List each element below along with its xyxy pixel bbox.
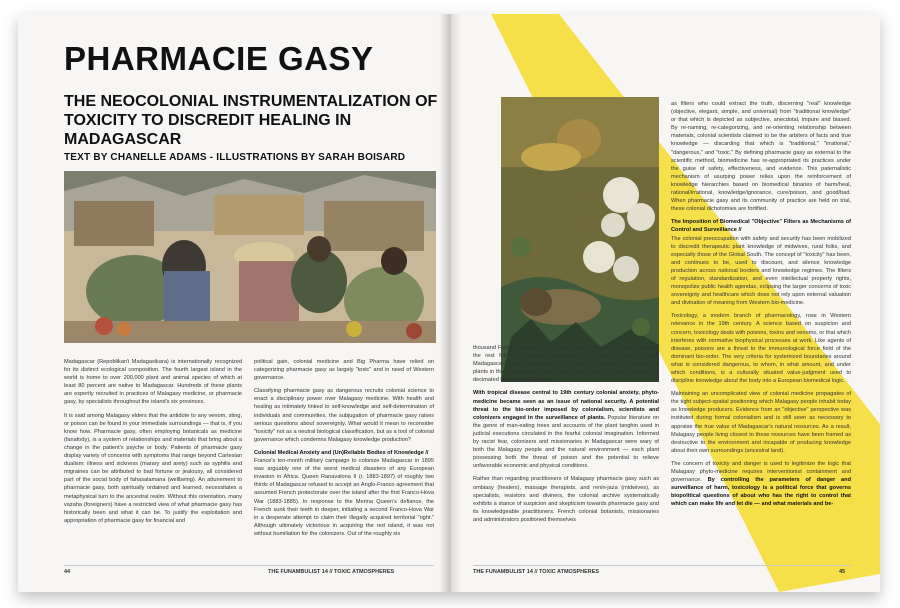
footer-rule [64, 565, 434, 566]
paragraph: Madagascar (Repoblikan'i Madagasikara) is internationally recognized for its distinct ecological composition. The fourth largest island in the world is home to over 200,000 plant and animal species of which at least 80 percent are native to Madagascar. Hundreds of these plants are expertly recruited in practices of Malagasy medicine, or pharmacie gasy, by specialists throughout the island's six provinces. [64, 359, 242, 406]
page-number: 45 [839, 569, 846, 575]
paragraph: Maintaining an uncomplicated view of colonial medicine propagates of the tight subject-spatial positioning which Malagasy people inhabit today as knowledge producers. Evidence from an "objective" perspective was instituted during formal colonialism and is still seen as necessary to appraise the true value of Madagascar's natural resources. As a result, Malagasy people living closest to these resources have been framed as destructive to the environment and incapable of producing knowledge about their own surroundings (ancestral land). [671, 391, 851, 454]
left-page [18, 14, 449, 592]
paragraph: Rather than regarding practitioners of Malagasy pharmacie gasy such as ombiasy (healers), massage therapists, and renin-jaza (midwives), as specialists, resistors and diviners, the colonial archive systematically exhibits a stance of suspicion and skepticism towards pharmacie gasy and its knowledgeable practitioners. French colonial botanists, missionaries and administrators positioned themselves [473, 476, 659, 523]
left-column-2 [254, 358, 434, 543]
section-heading: Colonial Medical Anxiety and (Un)Reliable Bodies of Knowledge // [254, 449, 429, 456]
sleeping-figure-illustration [501, 97, 659, 382]
article-title: PHARMACIE GASY [64, 40, 374, 77]
market-scene-illustration [64, 171, 436, 343]
right-column-1 [473, 344, 659, 529]
paragraph: France's ten-month military campaign to colonize Madagascar in 1895 was arguably one of the worst medical disasters of any European invasion in Africa. Queen Ranavalona II (r. 1883-1897) of roughly two thirds of Madagascar refused to accept an Anglo-Franco agreement that assumed French protectorate over the island after the first Franco-Hova War (1883-1885). In response to the Merina Queen's defiance, the French sunk their teeth in deeper, initiating a second Franco-Hova War in a desperate attempt to claim their illegally acquired territorial "right." Although ultimately victorious in acquiring the red island, it was not without humiliation for the colonizers. Out of the roughly six [254, 458, 434, 537]
paragraph: Toxicology, a modern branch of pharmacology, rose in Western relevance in the 19th century. A science based on suspicion and concern, toxicology deals with poisons, toxins and venoms, or that which interferes with normative biophysical processes at work. Like agents of disease, poisons are a threat to the immunological force field of the dominant bio-order. The very criteria for systemized boundaries around what is considered dangerous, to whom, in what amount, and under which conditions, is a culturally situated value-judgment used to discipline knowledge about the body into a European biomedical logic. [671, 313, 851, 385]
article-byline: TEXT BY CHANELLE ADAMS - ILLUSTRATIONS BY SARAH BOISARD [64, 152, 406, 163]
article-subtitle: THE NEOCOLONIAL INSTRUMENTALIZATION OF TOXICITY TO DISCREDIT HEALING IN MADAGASCAR [64, 93, 438, 148]
section-heading: The Imposition of Biomedical "Objective" Filters as Mechanisms of Control and Surveillance // [671, 219, 851, 234]
page-number: 44 [64, 569, 71, 575]
pull-emphasis: With tropical disease central to 19th century colonial anxiety, phyto-medicine became seen as an issue of national security. A potential threat to the bio-order imposed by colonialism, scientists and colonizers engaged in the surveillance of plants. [473, 390, 659, 421]
paragraph [671, 460, 851, 509]
paragraph: as filters who could extract the truth, discerning "real" knowledge (objective, elegant, simple, and universal) from "traditional knowledge" or that which is depicted as subjective, anecdotal, impure and biased. By re-naming, re-categorizing, and re-orienting relationship between materials, colonial scientists claimed to be the arbiters of facts and true knowledge — discarding that which is "traditional," "irrational," "dangerous," and "toxic." By defining pharmacie gasy as external to the scientific method, biomedicine has re-appropriated its practices under the guise of safety, effectiveness, and evidence. This paternalistic mechanism of usurping power relies upon the reinforcement of knowledge hierarchies based on biomedical binaries of harm/heal, rational/irrational, knowledge/ignorance, cure/poison, and good/bad. When pharmacie gasy and its community of practice are held on trial, these colonial dichotomies are fortified. [671, 101, 851, 213]
right-page [449, 14, 880, 592]
left-column-1 [64, 358, 242, 530]
running-footer: THE FUNAMBULIST 14 // TOXIC ATMOSPHERES [268, 569, 395, 575]
right-column-2 [671, 100, 851, 514]
magazine-spread [18, 14, 880, 592]
footer-rule [473, 565, 851, 566]
paragraph: political gain, colonial medicine and Big Pharma have relied on categorizing pharmacie gasy as largely "toxic" and in need of Western governance. [254, 359, 434, 382]
paragraph: It is said among Malagasy elders that the antidote to any venom, sting, or poison can be found in your immediate surroundings — that is, if you know how. Pharmacie gasy, often employing botanicals as medicine (fanafody), is a system of relationships and materials that bring about a change in the patient's psyche or body. Patients of pharmacie gasy display variety of concerns with symptoms that range beyond Cartesian dualism: illness and sickness (marary and arety) such as syphilis and migraines can be attributed to bad fortune or jealousy, all considered part of the social body of fahasalamana (wellbeing). An attunement to pharmacie gasy, both spiritually ordained and learned, necessitates a metaphysical turn to the ancestral realm. Without this orientation, many vazaha (foreigners) have a restricted view of what pharmacie gasy has historically been and what it can be. To justify the exploitation and appropriation of pharmacie gasy for financial and [64, 412, 242, 524]
paragraph: thousand French casualties, only twenty were the result of actual combat: the rest fell ill to malaria, dysentery and typhoid. Unfamiliar with Madagascar's unique landscape, the French were unable to recognize the plants in their surroundings which could have cured the very diseases that decimated their colonial troops. [473, 345, 659, 384]
paragraph-text: The concern of toxicity and danger is used to legitimize the logic that Malagasy phyto-medicine requires interventionist containment and governance. [671, 460, 851, 484]
paragraph-text: Popular literature on the genre of man-eating trees and accounts of the plant tanghin used in judicial executions circulated in the fearful colonial imagination. Informed by racist fear, colonizers and missionaries in Madagascar were wary of both the Malagasy people and the natural environment — each plant possessing both the threat of poison and the potential to relieve unfavorable economic and physical conditions. [473, 414, 659, 470]
spine-shadow [439, 14, 461, 592]
paragraph [473, 389, 659, 470]
paragraph: The colonial preoccupation with safety and security has been mobilized to discredit therapeutic plant knowledge of midwives, rural folks, and especially those of the Global South. The concept of "toxicity" has been, and continues to be, used to discount, and silence knowledge production across national borders and knowledge regimes. The filters of regulation, standardization, and even intellectual property rights, monopolize public health agendas, eclipsing the larger concerns of toxic sovereignty and healthcare which does not rely upon external valuation and divination of meaning from Western bio-medicine. [671, 235, 851, 307]
paragraph: Classifying pharmacie gasy as dangerous recruits colonial science to enact a disciplinary power over Malagasy medicine. With health and healing as intimately linked to self-knowledge and self-determination of individuals and communities, the subjugation of pharmacie gasy raises serious questions about sovereignty. What would it mean to reconsider "toxicity" not as a neutral biological classification, but as a tool of colonial governance which condemns Malagasy knowledge production? [254, 388, 434, 443]
pull-emphasis: By controlling the parameters of danger and surveillance of harm, toxicology is a political force that governs biopolitical questions of about who has the right to control that which can make life and let die — and what materials and be- [671, 477, 851, 508]
running-footer: THE FUNAMBULIST 14 // TOXIC ATMOSPHERES [473, 569, 600, 575]
